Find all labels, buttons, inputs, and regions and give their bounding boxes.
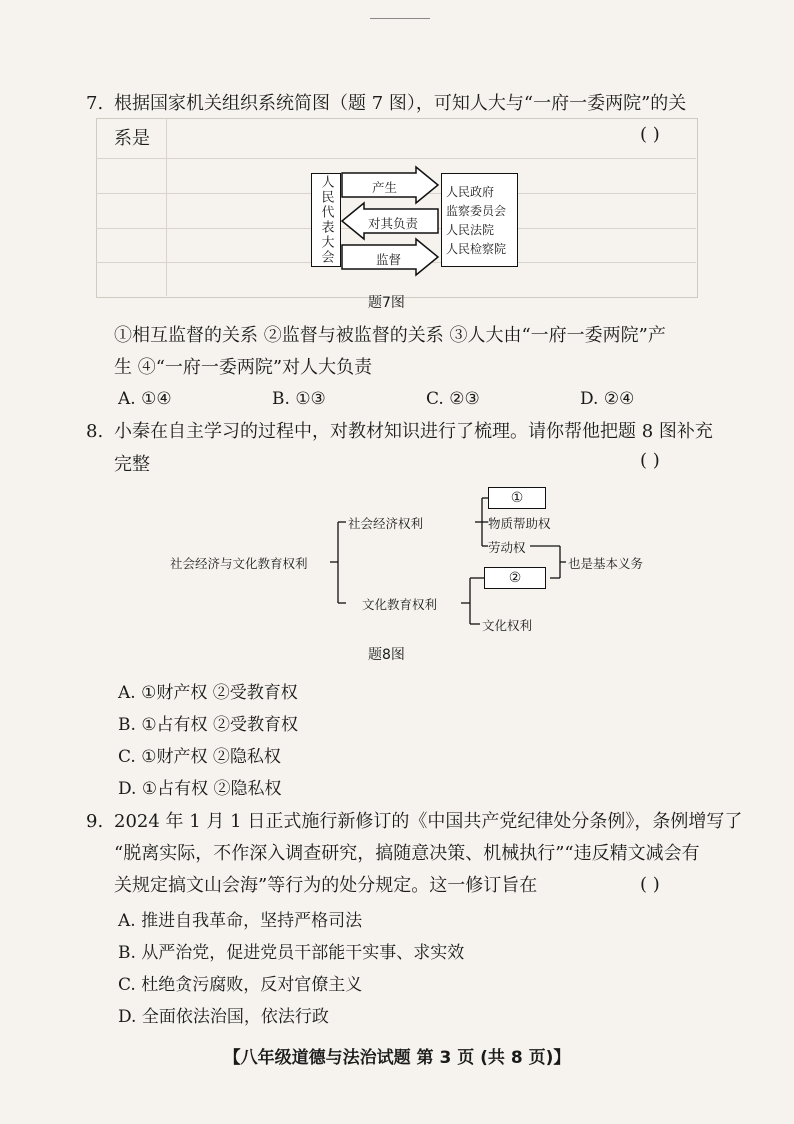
- q8-blank2-box: [484, 567, 546, 589]
- q8-caption: 题8图: [368, 647, 405, 663]
- q8-blank1-label: ①: [510, 490, 524, 506]
- q7-stem-line1: 根据国家机关组织系统简图（题 7 图），可知人大与“一府一委两院”的关: [114, 93, 687, 114]
- q8-root-node: 社会经济与文化教育权利: [170, 556, 308, 571]
- q8-blank2-label: ②: [508, 570, 522, 586]
- npc-label: 人民代表大会: [318, 175, 334, 265]
- q8-number: 8.: [86, 421, 104, 442]
- q9-answer-paren: ( ): [640, 874, 660, 895]
- q8-option-c: C. ①财产权 ②隐私权: [118, 747, 281, 767]
- page-footer: 【八年级道德与法治试题 第 3 页 (共 8 页)】: [223, 1048, 571, 1068]
- q7-answer-paren: ( ): [640, 124, 660, 145]
- q9-option-a: A. 推进自我革命，坚持严格司法: [118, 911, 363, 931]
- q7-option-c: C. ②③: [426, 389, 480, 409]
- q8-stem-line2: 完整: [114, 454, 150, 475]
- q8-leaf-material-aid: 物质帮助权: [488, 516, 551, 531]
- q9-option-d: D. 全面依法治国，依法行政: [118, 1007, 329, 1027]
- q8-leaf-cultural-rights: 文化权利: [482, 618, 533, 633]
- organ-line: 人民政府: [446, 185, 495, 199]
- q8-option-a: A. ①财产权 ②受教育权: [118, 683, 298, 703]
- q8-branch-economic: 社会经济权利: [348, 516, 424, 531]
- q7-number: 7.: [86, 93, 104, 114]
- q8-also-duty: 也是基本义务: [568, 556, 644, 571]
- organ-line: 人民检察院: [446, 242, 507, 256]
- q9-option-b: B. 从严治党，促进党员干部能干实事、求实效: [118, 943, 465, 963]
- q9-stem-line2: “脱离实际，不作深入调查研究，搞随意决策、机械执行”“违反精文减会有: [114, 843, 700, 864]
- q9-stem-line1: 2024 年 1 月 1 日正式施行新修订的《中国共产党纪律处分条例》，条例增写了: [114, 811, 743, 832]
- arrow-produce-label: 产生: [372, 180, 398, 195]
- organ-line: 监察委员会: [446, 204, 507, 218]
- q8-leaf-labor: 劳动权: [488, 540, 526, 555]
- organ-line: 人民法院: [446, 223, 495, 237]
- q8-branch-cultural: 文化教育权利: [362, 597, 438, 612]
- q8-stem-line1: 小秦在自主学习的过程中，对教材知识进行了梳理。请你帮他把题 8 图补充: [114, 421, 713, 442]
- arrow-supervise-label: 监督: [376, 252, 402, 267]
- q9-stem-line3: 关规定搞文山会海”等行为的处分规定。这一修订旨在: [114, 875, 538, 896]
- q8-answer-paren: ( ): [640, 450, 660, 471]
- arrow-responsible-label: 对其负责: [368, 216, 419, 231]
- q7-option-a: A. ①④: [118, 389, 172, 409]
- q8-option-b: B. ①占有权 ②受教育权: [118, 715, 298, 735]
- q8-option-d: D. ①占有权 ②隐私权: [118, 779, 282, 799]
- q7-option-d: D. ②④: [580, 389, 635, 409]
- q7-statements-line1: ①相互监督的关系 ②监督与被监督的关系 ③人大由“一府一委两院”产: [114, 325, 666, 346]
- q9-number: 9.: [86, 811, 104, 832]
- q9-option-c: C. 杜绝贪污腐败，反对官僚主义: [118, 975, 363, 995]
- q7-statements-line2: 生 ④“一府一委两院”对人大负责: [114, 357, 373, 378]
- q7-caption: 题7图: [368, 295, 405, 311]
- q7-option-b: B. ①③: [272, 389, 326, 409]
- q7-stem-line2: 系是: [114, 128, 150, 149]
- q8-blank1-box: [488, 487, 546, 509]
